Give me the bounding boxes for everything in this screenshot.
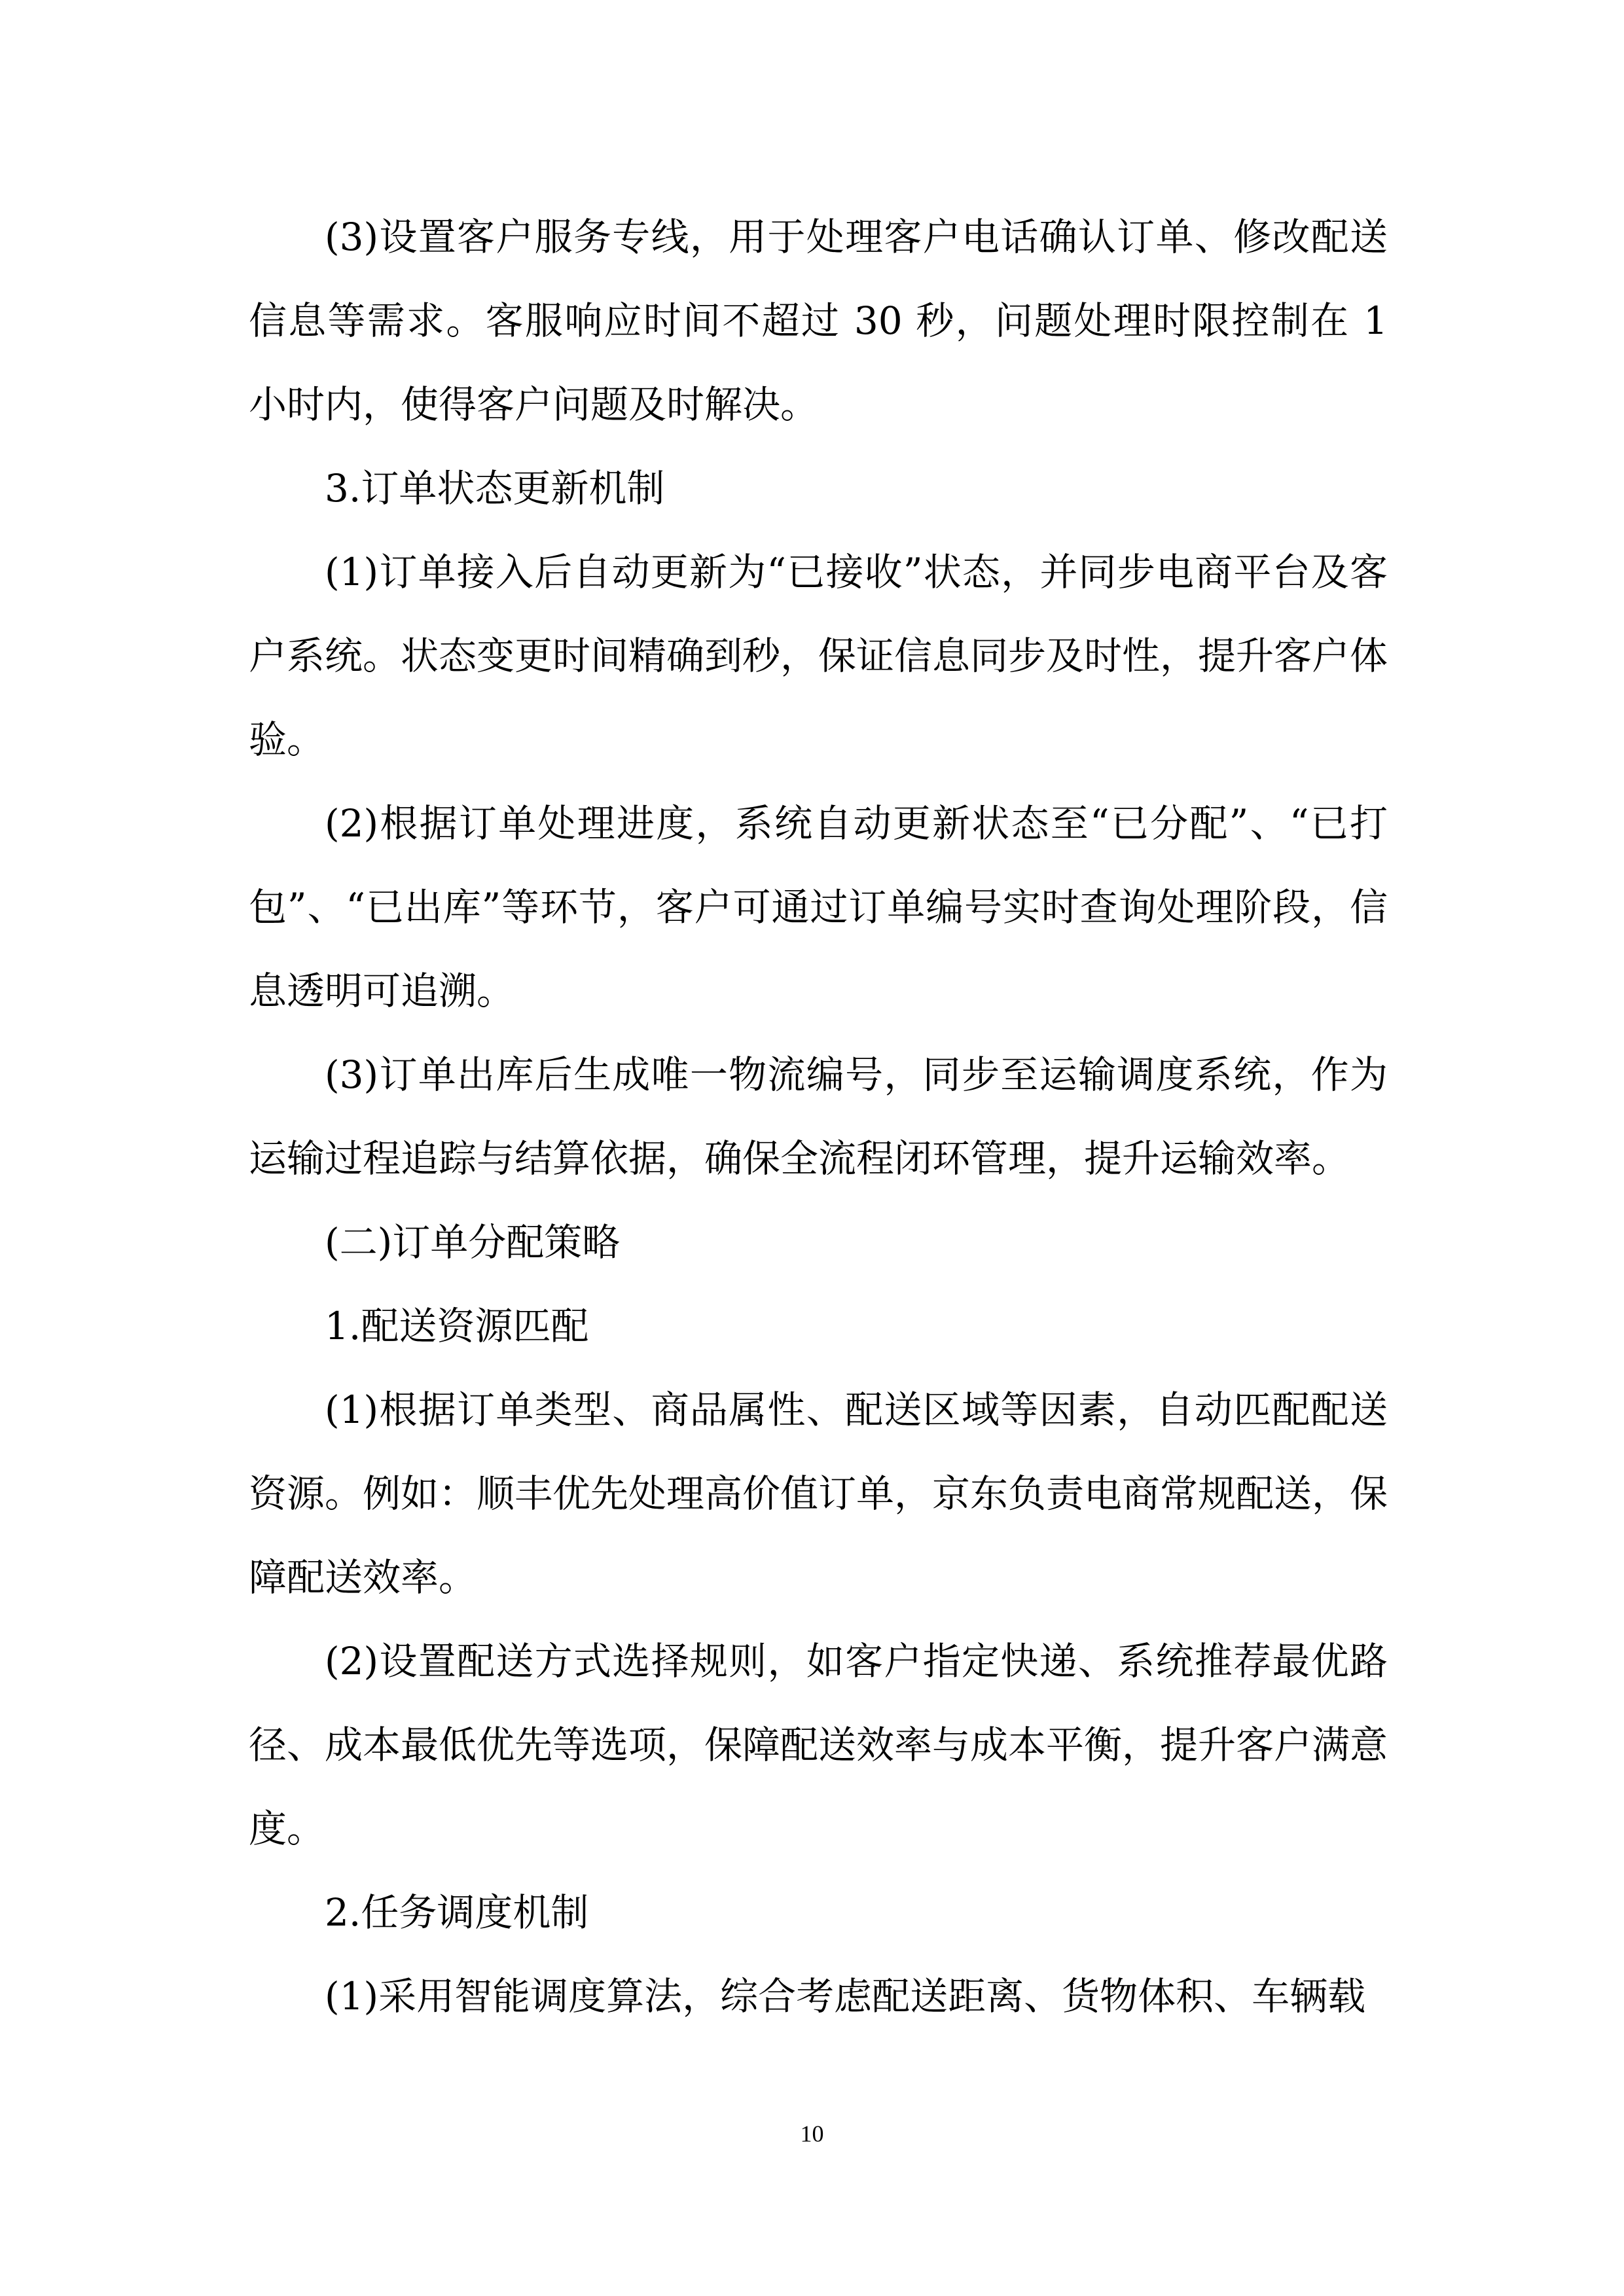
heading-delivery-resource-matching: 1.配送资源匹配 (325, 1304, 589, 1348)
paragraph-delivery-method-rules: (2)设置配送方式选择规则，如客户指定快递、系统推荐最优路径、成本最低优先等选项，保障配送效率与成本平衡，提升客户满意度。 (249, 1639, 1388, 1851)
paragraph-logistics-number: (3)订单出库后生成唯一物流编号，同步至运输调度系统，作为运输过程追踪与结算依据，确保全流程闭环管理，提升运输效率。 (249, 1052, 1388, 1181)
paragraph-status-received: (1)订单接入后自动更新为“已接收”状态，并同步电商平台及客户系统。状态变更时间精确到秒，保证信息同步及时性，提升客户体验。 (249, 550, 1388, 762)
paragraph-scheduling-algorithm: (1)采用智能调度算法，综合考虑配送距离、货物体积、车辆载 (325, 1974, 1366, 2018)
heading-task-scheduling: 2.任务调度机制 (325, 1890, 589, 1935)
page-number: 10 (800, 2121, 824, 2147)
document-body (249, 195, 1388, 2038)
paragraph-resource-matching: (1)根据订单类型、商品属性、配送区域等因素，自动匹配配送资源。例如：顺丰优先处理高价值订单，京东负责电商常规配送，保障配送效率。 (249, 1388, 1388, 1600)
heading-order-status-update: 3.订单状态更新机制 (325, 466, 665, 511)
heading-order-allocation-strategy: (二)订单分配策略 (325, 1220, 621, 1265)
paragraph-status-progress: (2)根据订单处理进度，系统自动更新状态至“已分配”、“已打包”、“已出库”等环节，客户可通过订单编号实时查询处理阶段，信息透明可追溯。 (249, 801, 1388, 1013)
paragraph-customer-service-line: (3)设置客户服务专线，用于处理客户电话确认订单、修改配送信息等需求。客服响应时间不超过 30 秒，问题处理时限控制在 1 小时内，使得客户问题及时解决。 (249, 215, 1388, 427)
